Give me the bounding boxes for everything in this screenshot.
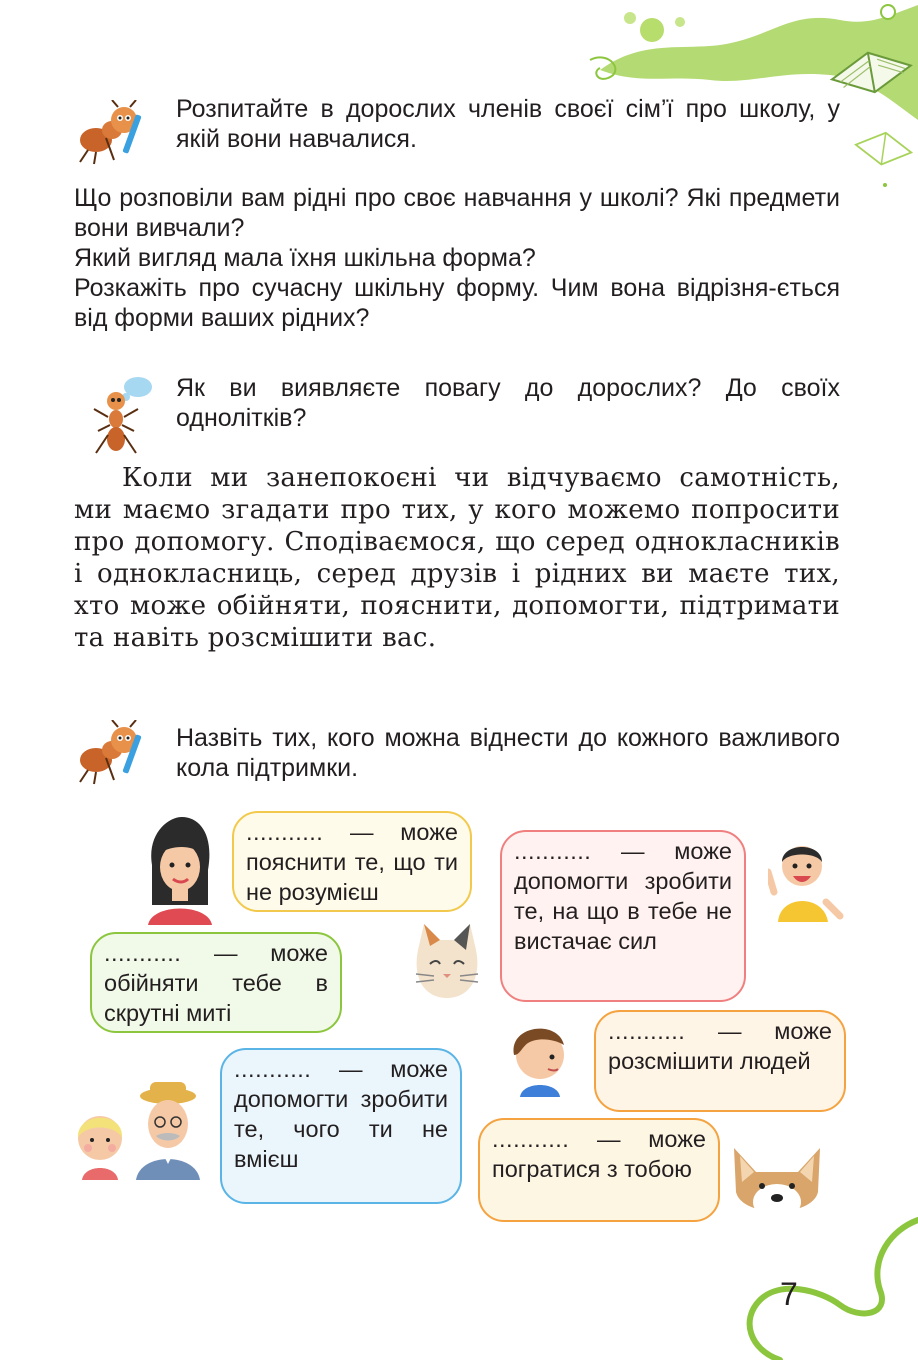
main-text-content: Коли ми занепокоєні чи відчуваємо самотність, ми маємо згадати про тих, у кого можемо попросити про допомогу. Сподіваємося, що серед однокласників і однокласниць, серед друзів і рідних ви маєте тих, хто може обійняти, пояснити, допомогти, підтримати та навіть розсмішити вас. [74, 463, 840, 653]
bubble-hug [90, 932, 342, 1033]
task3-text: Назвіть тих, кого можна віднести до кожного важливого кола підтримки. [176, 724, 840, 782]
bubble-text: — може допомогти зробити те, чого ти не вмієш [234, 1056, 448, 1172]
cat-icon [408, 920, 486, 1000]
bubble-help-skill [220, 1048, 462, 1204]
questions-block [74, 183, 840, 333]
waving-boy-icon [768, 832, 844, 922]
bubble-dots: ........... [492, 1126, 570, 1152]
main-text [74, 462, 840, 654]
bubble-dots: ........... [608, 1018, 686, 1044]
bubble-dots: ........... [104, 940, 182, 966]
bubble-dots: ........... [514, 838, 592, 864]
bubble-explain [232, 811, 472, 912]
bubble-play [478, 1118, 720, 1222]
task1-text: Розпитайте в дорослих членів своєї сім’ї про школу, у якій вони навчалися. [176, 95, 840, 153]
page-number: 7 [780, 1276, 798, 1312]
ant-with-pencil-icon [74, 100, 146, 166]
question-3: Розкажіть про сучасну шкільну форму. Чим вона відрізня-ється від форми ваших рідних? [74, 274, 840, 332]
grandparents-icon [70, 1080, 208, 1180]
bubble-text: — може допомогти зробити те, на що в тебе не вистачає сил [514, 838, 732, 954]
dog-icon [726, 1142, 828, 1228]
bubble-help-strength [500, 830, 746, 1002]
bubble-dots: ........... [246, 819, 324, 845]
thinking-ant-icon [86, 375, 156, 457]
bubble-text: — може пояснити те, що ти не розумієш [246, 819, 458, 905]
bubble-text: — може обійняти тебе в скрутні миті [104, 940, 328, 1026]
ant-with-pencil-icon [74, 720, 146, 786]
question-1: Що розповіли вам рідні про своє навчання у школі? Які предмети вони вивчали? [74, 184, 840, 242]
task2-text: Як ви виявляєте повагу до дорослих? До своїх однолітків? [176, 374, 840, 432]
woman-icon [142, 815, 218, 925]
bubble-text: — може розсмішити людей [608, 1018, 832, 1074]
boy-icon [498, 1015, 578, 1097]
bubble-laugh [594, 1010, 846, 1112]
bubble-dots: ........... [234, 1056, 312, 1082]
question-2: Який вигляд мала їхня шкільна форма? [74, 244, 536, 272]
bubble-text: — може погратися з тобою [492, 1126, 706, 1182]
